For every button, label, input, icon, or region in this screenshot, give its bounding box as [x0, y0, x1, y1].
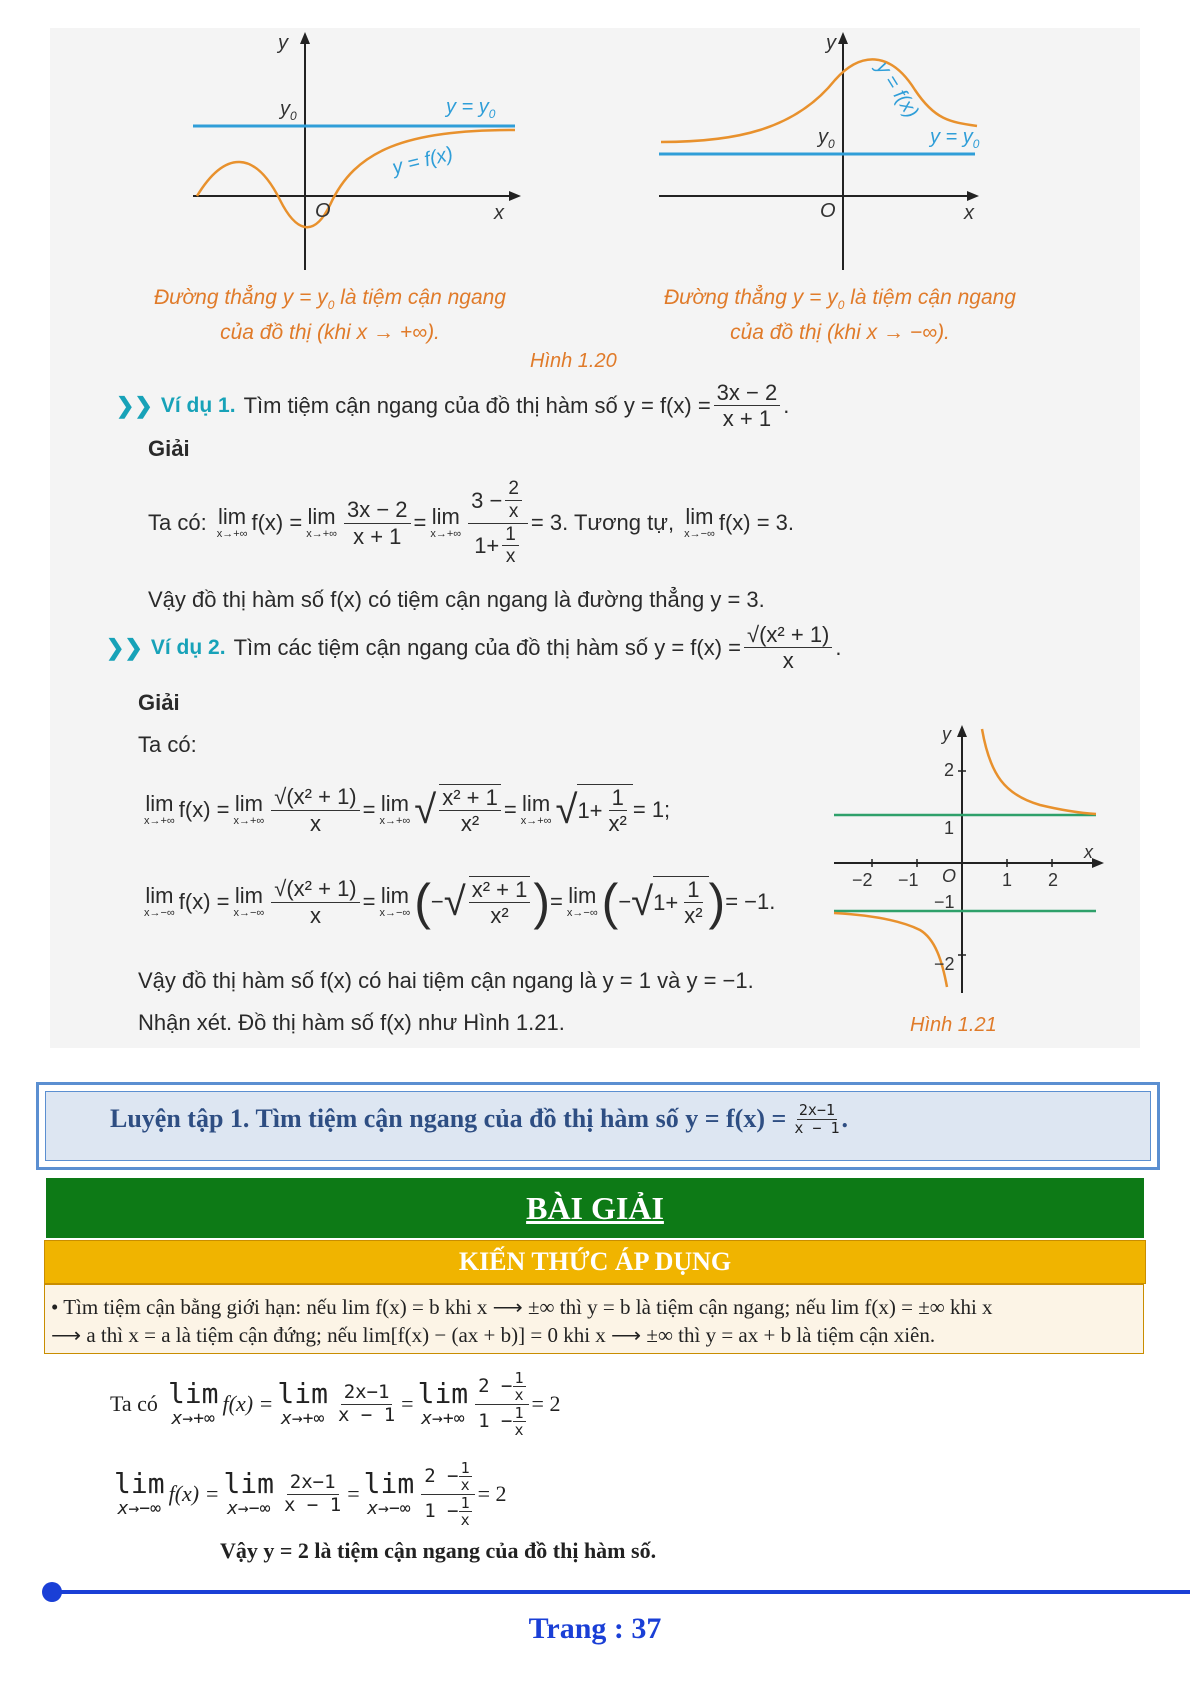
double-chevron-icon: ❯❯: [106, 634, 143, 660]
fig-right-origin-label: O: [820, 200, 836, 222]
vidu2-heading: ❯❯ Ví dụ 2. Tìm các tiệm cận ngang của đồ thị hàm số y = f(x) = $\frac{\text{√(x² + 1)}}{x}$ .: [106, 622, 842, 674]
fig121-x2-label: 2: [1048, 870, 1059, 890]
vidu2-tag: Ví dụ 2.: [150, 635, 226, 659]
figure-1-20-left-graph: [185, 30, 525, 275]
vidu2-conclusion: Vậy đồ thị hàm số f(x) có hai tiệm cận ngang là y = 1 và y = −1.: [138, 968, 754, 993]
fig121-y-label: y: [942, 724, 951, 744]
footer-rule-dot: [42, 1582, 62, 1602]
vidu1-text: Tìm tiệm cận ngang của đồ thị hàm số y = f(x) =: [243, 392, 711, 418]
solution-row-2: lim x→−∞ f(x) = lim x→−∞ $\frac{2x-1}{x - 1}$ = lim x→−∞ 2 − $\frac{1}{x}$ 1 − $\frac{1}{x}$ = 2: [114, 1458, 507, 1529]
fig121-ym1-label: −1: [934, 892, 955, 912]
vidu1-heading: ❯❯ Ví dụ 1. Tìm tiệm cận ngang của đồ thị hàm số y = f(x) = $\frac{3x - 2}{x + 1}$ .: [116, 380, 790, 432]
kien-thuc-content: [44, 1284, 1144, 1354]
luyen-tap-inner: Luyện tập 1. Tìm tiệm cận ngang của đồ thị hàm số y = f(x) = $\frac{2x-1}{x - 1}$ .: [45, 1091, 1151, 1161]
vidu1-fraction: $\frac{3x - 2}{x + 1}$: [714, 380, 781, 432]
vidu1-giai: Giải: [148, 436, 190, 461]
vidu2-row2: lim x→−∞ f(x) = lim x→−∞ $\frac{\text{√(x² + 1)}}{x}$ = lim x→−∞ ( − √ $\frac{\text{x² + 1}}{\text{x²}}$ ) = lim x→−∞ ( − √ 1+ $\frac{1}{\text{x²}}$ ) = −1.: [144, 874, 776, 930]
vidu2-fraction: $\frac{\text{√(x² + 1)}}{x}$: [744, 622, 832, 674]
fig121-xm1-label: −1: [898, 870, 919, 890]
vidu1-conclusion: Vậy đồ thị hàm số f(x) có tiệm cận ngang là đường thẳng y = 3.: [148, 587, 765, 612]
fig-left-y0-label: $y_0$: [280, 98, 297, 123]
vidu2-text: Tìm các tiệm cận ngang của đồ thị hàm số y = f(x) =: [233, 634, 742, 660]
vidu2-giai: Giải: [138, 690, 180, 715]
fig121-x1-label: 1: [1002, 870, 1013, 890]
fig-left-caption: Đường thẳng $y = y_0$ là tiệm cận ngang của đồ thị (khi x → +∞).: [154, 286, 506, 345]
fig-right-x-axis-label: x: [964, 202, 974, 224]
vidu1-tag: Ví dụ 1.: [160, 393, 236, 417]
figure-1-21-title: Hình 1.21: [910, 1014, 997, 1036]
fig121-y1-label: 1: [944, 818, 955, 838]
double-chevron-icon: ❯❯: [116, 392, 153, 418]
fig-right-line-label: $y = y_0$: [930, 126, 980, 151]
bai-giai-title: BÀI GIẢI: [526, 1190, 664, 1226]
kien-thuc-title: KIẾN THỨC ÁP DỤNG: [458, 1247, 732, 1276]
fig-right-y0-label: $y_0$: [818, 126, 835, 151]
fig121-y2-label: 2: [944, 760, 955, 780]
fig-left-y-axis-label: y: [278, 32, 288, 54]
vidu1-equation: Ta có: lim x→+∞ f(x) = lim x→+∞ $\frac{3x - 2}{x + 1}$ = lim x→+∞ 3 − $\frac{2}{x}$ 1+ $\frac{1}{x}$ = 3. Tương tự, lim x→−∞ f(x) = 3.: [148, 477, 795, 568]
bai-giai-header: [46, 1178, 1144, 1238]
fig121-xm2-label: −2: [852, 870, 873, 890]
fig-left-origin-label: O: [315, 200, 331, 222]
figure-1-20-title: Hình 1.20: [530, 350, 617, 372]
fig121-x-label: x: [1084, 842, 1093, 862]
fig121-origin-label: O: [942, 866, 957, 886]
page-number: Trang : 37: [528, 1612, 662, 1645]
fig-right-curve-label: y = f(x): [871, 58, 923, 122]
luyen-tap-box: [36, 1082, 1160, 1170]
luyen-tap-text: Luyện tập 1. Tìm tiệm cận ngang của đồ thị hàm số y = f(x) =: [110, 1104, 787, 1133]
fig-right-caption: Đường thẳng $y = y_0$ là tiệm cận ngang của đồ thị (khi x → −∞).: [664, 286, 1016, 345]
solution-row-1: Ta có lim x→+∞ f(x) = lim x→+∞ $\frac{2x-1}{x - 1}$ = lim x→+∞ 2 − $\frac{1}{x}$ 1 − $\frac{1}{x}$ = 2: [110, 1368, 561, 1439]
fig-left-line-label: $y = y_0$: [446, 96, 496, 121]
fig-right-y-axis-label: y: [826, 32, 836, 54]
vidu2-row1: lim x→+∞ f(x) = lim x→+∞ $\frac{\text{√(x² + 1)}}{x}$ = lim x→+∞ √ $\frac{\text{x² + 1}}{\text{x²}}$ = lim x→+∞ √ 1+ $\frac{1}{\text{x²}}$ = 1;: [144, 784, 671, 836]
fig121-ym2-label: −2: [934, 954, 955, 974]
vidu2-nhanxet: Nhận xét. Đồ thị hàm số f(x) như Hình 1.21.: [138, 1010, 565, 1035]
kien-thuc-header: [44, 1240, 1146, 1284]
figure-1-21-graph: [830, 725, 1110, 995]
footer-rule: [50, 1590, 1190, 1594]
solution-conclusion: Vậy y = 2 là tiệm cận ngang của đồ thị hàm số.: [220, 1538, 657, 1563]
fig-left-curve-label: y = f(x): [390, 142, 456, 180]
fig-left-x-axis-label: x: [494, 202, 504, 224]
kien-thuc-line-2: ⟶ a thì x = a là tiệm cận đứng; nếu lim[f(x) − (ax + b)] = 0 khi x ⟶ ±∞ thì y = ax + b là tiệm cận xiên.: [51, 1323, 936, 1347]
figure-1-20-right-graph: [655, 30, 995, 275]
kien-thuc-line-1: • Tìm tiệm cận bằng giới hạn: nếu lim f(x) = b khi x ⟶ ±∞ thì y = b là tiệm cận ngang; nếu lim f(x) = ±∞ khi x: [51, 1295, 993, 1319]
vidu2-taco: Ta có:: [138, 732, 197, 757]
luyen-tap-fraction: $\frac{2x-1}{x - 1}$: [794, 1101, 840, 1137]
